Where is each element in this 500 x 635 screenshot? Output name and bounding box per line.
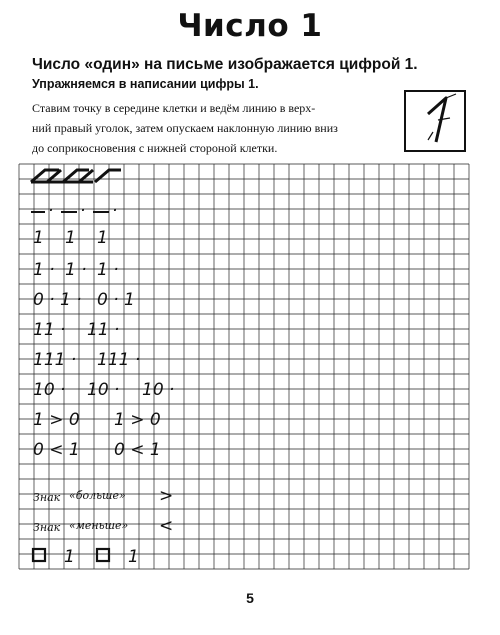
page-title: Число 1 bbox=[177, 8, 323, 44]
row-strokes bbox=[31, 170, 121, 182]
cell-zero-one: 0 · 1 bbox=[97, 290, 135, 310]
cell-one-dot: 1 · bbox=[97, 260, 119, 280]
exercise-subtitle: Упражняемся в написании цифры 1. bbox=[32, 77, 259, 91]
sign-less-row bbox=[33, 516, 173, 536]
row-ten bbox=[33, 380, 174, 400]
cell-greater: 1 > 0 bbox=[33, 410, 80, 430]
row-zero-one bbox=[33, 290, 135, 310]
cell-one-dot: 1 · bbox=[33, 260, 55, 280]
cell-ten: 10 · bbox=[87, 380, 120, 400]
sample-digit-box bbox=[404, 90, 466, 152]
sign-symbol: > bbox=[159, 486, 174, 506]
row-dot: · bbox=[112, 201, 118, 221]
cell-ten: 10 · bbox=[142, 380, 175, 400]
cell-111: 111 · bbox=[33, 350, 77, 370]
instruction-line-3: до соприкосновения с нижней стороной клетки. bbox=[32, 141, 278, 155]
row-less bbox=[33, 440, 161, 460]
cell-less: 0 < 1 bbox=[114, 440, 161, 460]
cell-one: 1 bbox=[64, 547, 75, 567]
row-one-hundred-eleven bbox=[33, 350, 140, 370]
row-ones bbox=[33, 228, 108, 248]
row-one-dot bbox=[33, 260, 119, 280]
cell-eleven: 11 · bbox=[33, 320, 66, 340]
cell-111: 111 · bbox=[97, 350, 141, 370]
cell-one: 1 bbox=[65, 228, 76, 248]
writing-grid bbox=[17, 162, 481, 587]
sign-label: Знак bbox=[33, 491, 61, 504]
cell-one-dot: 1 · bbox=[65, 260, 87, 280]
grid-canvas bbox=[17, 162, 481, 582]
cell-one: 1 bbox=[128, 547, 139, 567]
row-greater bbox=[33, 410, 161, 430]
sign-symbol: < bbox=[159, 516, 174, 536]
empty-box-icon bbox=[97, 549, 109, 561]
cell-one: 1 bbox=[97, 228, 108, 248]
empty-box-icon bbox=[33, 549, 45, 561]
sample-digit-one-icon bbox=[406, 92, 464, 150]
cell-eleven: 11 · bbox=[87, 320, 120, 340]
instruction-line-2: ний правый уголок, затем опускаем наклонную линию вниз bbox=[32, 121, 338, 135]
lead-statement: Число «один» на письме изображается цифрой 1. bbox=[32, 56, 418, 73]
row-eleven bbox=[33, 320, 119, 340]
row-dot: · bbox=[48, 201, 54, 221]
page-number: 5 bbox=[246, 590, 254, 606]
sign-label: Знак bbox=[33, 521, 61, 534]
cell-one: 1 bbox=[33, 228, 44, 248]
row-dashes bbox=[31, 201, 117, 221]
cell-zero-one: 0 · 1 · bbox=[33, 290, 82, 310]
cell-ten: 10 · bbox=[33, 380, 66, 400]
cell-greater: 1 > 0 bbox=[114, 410, 161, 430]
instruction-line-1: Ставим точку в середине клетки и ведём линию в верх- bbox=[32, 101, 316, 115]
row-dot: · bbox=[80, 201, 86, 221]
sign-greater-row bbox=[33, 486, 173, 506]
sign-word: «меньше» bbox=[69, 519, 129, 532]
cell-less: 0 < 1 bbox=[33, 440, 80, 460]
sign-word: «больше» bbox=[69, 489, 126, 502]
